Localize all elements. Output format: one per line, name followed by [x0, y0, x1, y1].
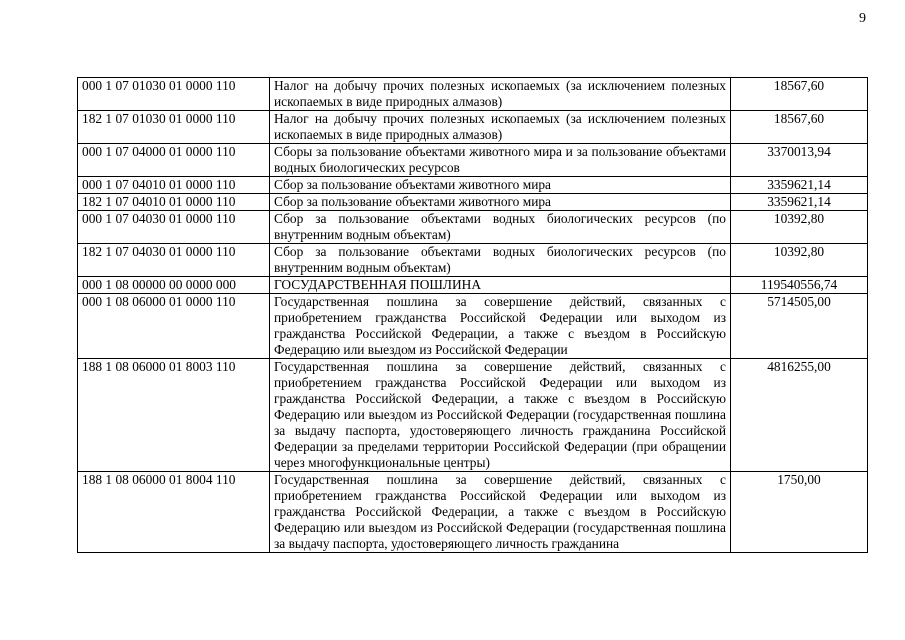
table-row	[78, 211, 868, 244]
revenue-name: Сбор за пользование объектами животного мира	[270, 177, 731, 194]
table-row	[78, 78, 868, 111]
revenue-amount: 10392,80	[731, 244, 868, 277]
revenue-code: 000 1 07 04010 01 0000 110	[78, 177, 270, 194]
revenue-amount: 18567,60	[731, 78, 868, 111]
table-row	[78, 111, 868, 144]
revenue-amount: 10392,80	[731, 211, 868, 244]
revenue-amount: 3359621,14	[731, 194, 868, 211]
revenue-name: Налог на добычу прочих полезных ископаемых (за исключением полезных ископаемых в виде природных алмазов)	[270, 111, 731, 144]
revenue-code: 182 1 07 04010 01 0000 110	[78, 194, 270, 211]
budget-revenue-table	[77, 77, 868, 553]
revenue-name: Сбор за пользование объектами водных биологических ресурсов (по внутренним водным объектам)	[270, 244, 731, 277]
revenue-name: Сбор за пользование объектами животного мира	[270, 194, 731, 211]
revenue-code: 188 1 08 06000 01 8003 110	[78, 359, 270, 472]
revenue-name: Сбор за пользование объектами водных биологических ресурсов (по внутренним водным объектам)	[270, 211, 731, 244]
revenue-amount: 119540556,74	[731, 277, 868, 294]
table-row	[78, 277, 868, 294]
revenue-amount: 3370013,94	[731, 144, 868, 177]
revenue-amount: 3359621,14	[731, 177, 868, 194]
revenue-code: 182 1 07 01030 01 0000 110	[78, 111, 270, 144]
revenue-name: Налог на добычу прочих полезных ископаемых (за исключением полезных ископаемых в виде природных алмазов)	[270, 78, 731, 111]
revenue-name: Государственная пошлина за совершение действий, связанных с приобретением гражданства Российской Федерации или выходом из гражданства Российской Федерации, а также с въездом в Российскую Федерацию или выездом из Российской Федерации (государственная пошлина за выдачу паспорта, удостоверяющего личность гражданина Российской Федерации за пределами территории Российской Федерации (при обращении через многофункциональные центры)	[270, 359, 731, 472]
table-row	[78, 359, 868, 472]
revenue-code: 182 1 07 04030 01 0000 110	[78, 244, 270, 277]
revenue-amount: 1750,00	[731, 472, 868, 553]
table-row	[78, 144, 868, 177]
revenue-code: 188 1 08 06000 01 8004 110	[78, 472, 270, 553]
revenue-name: ГОСУДАРСТВЕННАЯ ПОШЛИНА	[270, 277, 731, 294]
revenue-amount: 4816255,00	[731, 359, 868, 472]
revenue-code: 000 1 07 04030 01 0000 110	[78, 211, 270, 244]
revenue-amount: 5714505,00	[731, 294, 868, 359]
table-row	[78, 294, 868, 359]
revenue-code: 000 1 08 00000 00 0000 000	[78, 277, 270, 294]
table-row	[78, 244, 868, 277]
table-row	[78, 177, 868, 194]
revenue-code: 000 1 07 01030 01 0000 110	[78, 78, 270, 111]
revenue-name: Государственная пошлина за совершение действий, связанных с приобретением гражданства Российской Федерации или выходом из гражданства Российской Федерации, а также с въездом в Российскую Федерацию или выездом из Российской Федерации (государственная пошлина за выдачу паспорта, удостоверяющего личность гражданина	[270, 472, 731, 553]
revenue-code: 000 1 08 06000 01 0000 110	[78, 294, 270, 359]
revenue-amount: 18567,60	[731, 111, 868, 144]
revenue-name: Сборы за пользование объектами животного мира и за пользование объектами водных биологических ресурсов	[270, 144, 731, 177]
page-number: 9	[859, 11, 866, 26]
revenue-name: Государственная пошлина за совершение действий, связанных с приобретением гражданства Российской Федерации или выходом из гражданства Российской Федерации, а также с въездом в Российскую Федерацию или выездом из Российской Федерации	[270, 294, 731, 359]
table-row	[78, 472, 868, 553]
revenue-code: 000 1 07 04000 01 0000 110	[78, 144, 270, 177]
table-row	[78, 194, 868, 211]
